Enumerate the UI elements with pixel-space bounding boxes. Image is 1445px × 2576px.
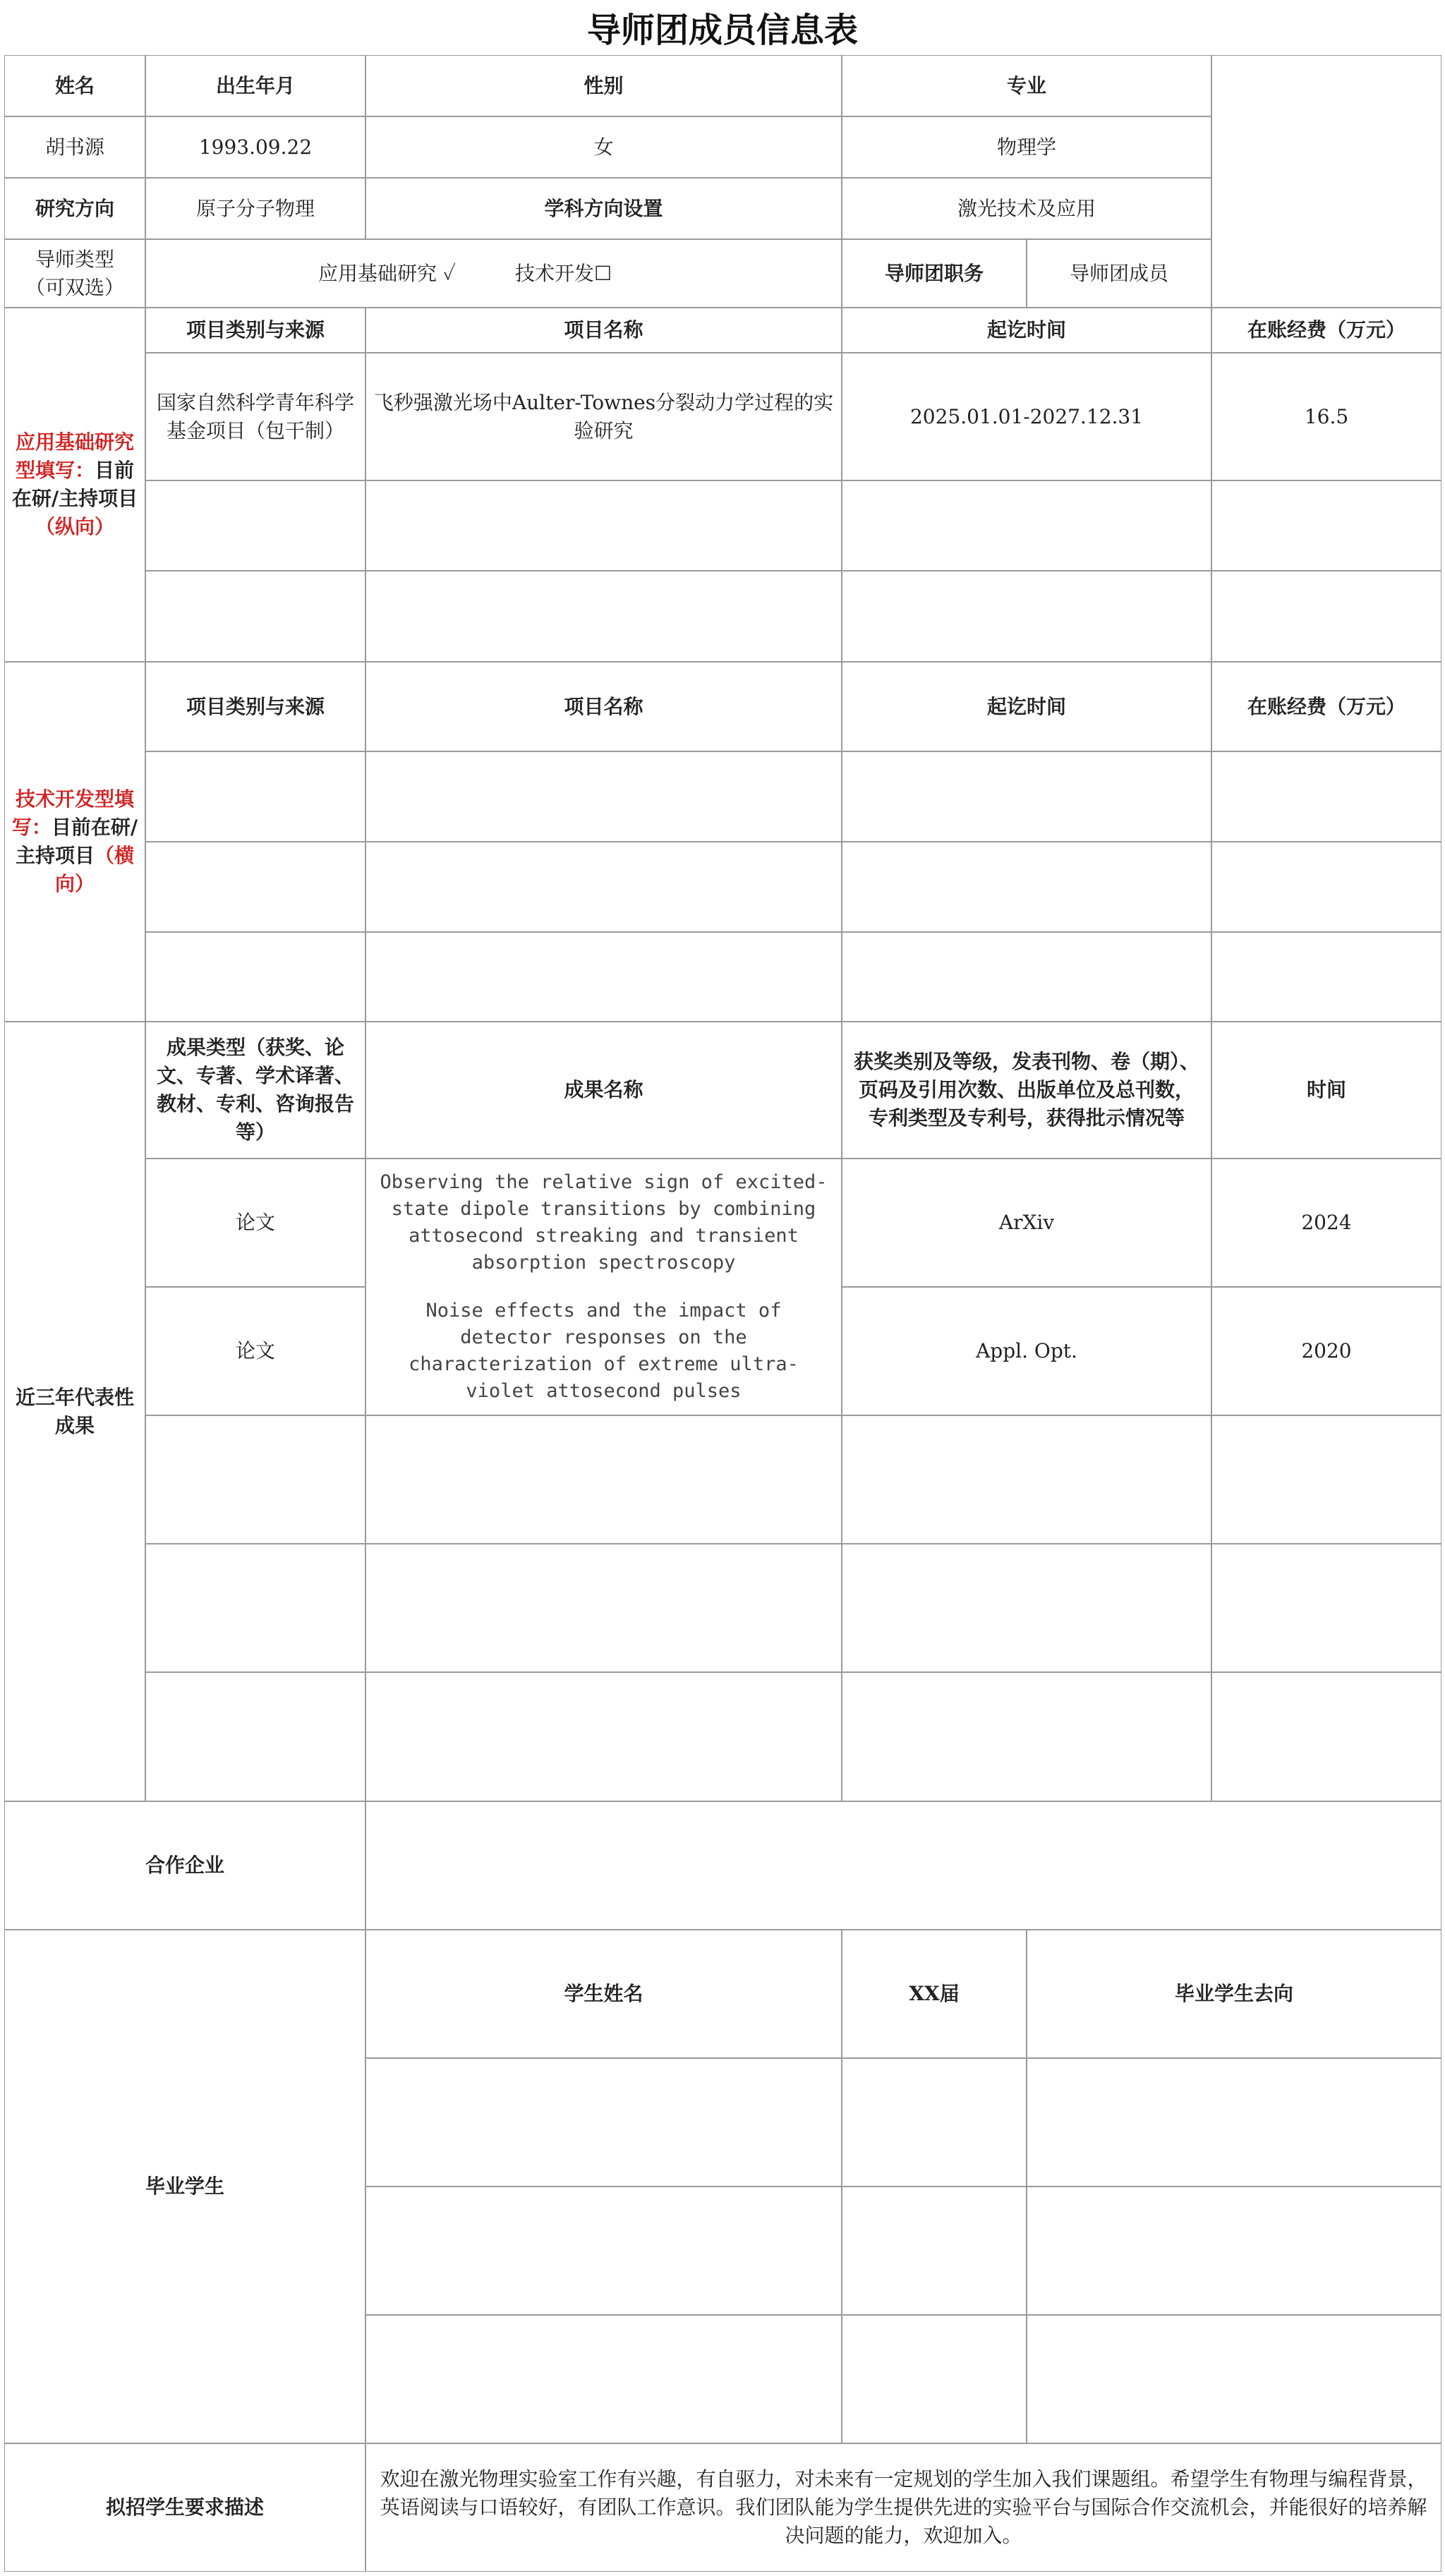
- achievement-row2-type: 论文: [145, 1287, 365, 1415]
- achievement-row4-name: [365, 1544, 842, 1672]
- achievements-col-detail: 获奖类别及等级，发表刊物、卷（期）、页码及引用次数、出版单位及总刊数，专利类型及专利号，获得批示情况等: [842, 1022, 1211, 1159]
- graduate-row3-name: [365, 2315, 842, 2443]
- horizontal-col-period: 起讫时间: [842, 662, 1211, 751]
- achievement-row3-time: [1211, 1415, 1441, 1544]
- option-applied-research[interactable]: 应用基础研究 ✓: [318, 261, 456, 285]
- horizontal-row3-funds: [1211, 932, 1441, 1022]
- vertical-col-name: 项目名称: [365, 308, 842, 353]
- discipline-label: 学科方向设置: [365, 178, 842, 239]
- achievement-row4-time: [1211, 1544, 1441, 1672]
- horizontal-side-red: 技术开发型填写：: [11, 787, 134, 839]
- achievement-row3-detail: [842, 1415, 1211, 1544]
- vertical-projects-side-label: [4, 308, 145, 662]
- graduates-col-destination: 毕业学生去向: [1027, 1930, 1441, 2058]
- achievement-row5-time: [1211, 1672, 1441, 1801]
- achievement-row2-detail: Appl. Opt.: [842, 1287, 1211, 1415]
- horizontal-side-red-tail: （横向）: [54, 844, 135, 895]
- mentor-type-label-line2: （可双选）: [25, 275, 124, 299]
- birth-label: 出生年月: [145, 55, 365, 116]
- horizontal-col-source: 项目类别与来源: [145, 662, 365, 751]
- horizontal-row1-period: [842, 751, 1211, 842]
- vertical-row1-source: 国家自然科学青年科学基金项目（包干制）: [145, 353, 365, 480]
- mentor-type-label: [4, 239, 145, 308]
- achievement-row4-detail: [842, 1544, 1211, 1672]
- vertical-side-text: [11, 428, 139, 541]
- achievement-row5-detail: [842, 1672, 1211, 1801]
- birth-value: 1993.09.22: [145, 116, 365, 178]
- graduate-row3-year: [842, 2315, 1027, 2443]
- recruit-text: 欢迎在激光物理实验室工作有兴趣，有自驱力，对未来有一定规划的学生加入我们课题组。希望学生有物理与编程背景，英语阅读与口语较好，有团队工作意识。我们团队能为学生提供先进的实验平台与国际合作交流机会，并能很好的培养解决问题的能力，欢迎加入。: [365, 2443, 1441, 2572]
- vertical-row1-name: 飞秒强激光场中Aulter-Townes分裂动力学过程的实验研究: [365, 353, 842, 480]
- horizontal-row2-funds: [1211, 842, 1441, 932]
- research-value: 原子分子物理: [145, 178, 365, 239]
- vertical-row2-period: [842, 480, 1211, 571]
- achievements-col-name: 成果名称: [365, 1022, 842, 1159]
- achievement-row2-name: Noise effects and the impact of detector responses on the characterization of extreme ultra- violet attosecond pulses: [409, 1300, 799, 1402]
- horizontal-row2-name: [365, 842, 842, 932]
- horizontal-row3-name: [365, 932, 842, 1022]
- graduate-row3-destination: [1027, 2315, 1441, 2443]
- vertical-row3-name: [365, 571, 842, 662]
- vertical-col-period: 起讫时间: [842, 308, 1211, 353]
- vertical-row1-period: 2025.01.01-2027.12.31: [842, 353, 1211, 480]
- horizontal-row1-source: [145, 751, 365, 842]
- achievements-side-label: 近三年代表性成果: [4, 1022, 145, 1801]
- name-label: 姓名: [4, 55, 145, 116]
- achievement-row5-type: [145, 1672, 365, 1801]
- vertical-col-source: 项目类别与来源: [145, 308, 365, 353]
- achievement-row1-type: 论文: [145, 1159, 365, 1287]
- graduate-row1-name: [365, 2058, 842, 2187]
- achievement-names-merged: [365, 1159, 842, 1415]
- vertical-row2-funds: [1211, 480, 1441, 571]
- major-value: 物理学: [842, 116, 1211, 178]
- horizontal-row1-funds: [1211, 751, 1441, 842]
- horizontal-side-text: [11, 785, 139, 898]
- name-value: 胡书源: [4, 116, 145, 178]
- partner-value: [365, 1801, 1441, 1930]
- achievement-row1-name: Observing the relative sign of excited-state dipole transitions by combining attosecond streaking and transient absorption spectroscopy: [380, 1171, 828, 1274]
- vertical-col-funds: 在账经费（万元）: [1211, 308, 1441, 353]
- research-label: 研究方向: [4, 178, 145, 239]
- horizontal-col-name: 项目名称: [365, 662, 842, 751]
- discipline-value: 激光技术及应用: [842, 178, 1211, 239]
- page-title: 导师团成员信息表: [586, 10, 858, 50]
- partner-label: 合作企业: [4, 1801, 365, 1930]
- mentor-type-options: [145, 239, 842, 308]
- photo-box: [1211, 55, 1441, 308]
- recruit-label: 拟招学生要求描述: [4, 2443, 365, 2572]
- mentor-type-label-line1: 导师类型: [35, 247, 114, 271]
- horizontal-row2-period: [842, 842, 1211, 932]
- gender-value: 女: [365, 116, 842, 178]
- vertical-side-red-tail: （纵向）: [35, 515, 114, 538]
- achievement-row1-detail: ArXiv: [842, 1159, 1211, 1287]
- vertical-side-black: 目前在研/主持项目: [11, 459, 138, 510]
- duty-label: 导师团职务: [842, 239, 1027, 308]
- graduate-row1-destination: [1027, 2058, 1441, 2187]
- achievement-row2-time: 2020: [1211, 1287, 1441, 1415]
- option-tech-development[interactable]: 技术开发☐: [514, 261, 612, 285]
- achievement-row3-type: [145, 1415, 365, 1544]
- horizontal-projects-side-label: [4, 662, 145, 1022]
- major-label: 专业: [842, 55, 1211, 116]
- graduates-label: 毕业学生: [4, 1930, 365, 2443]
- graduate-row1-year: [842, 2058, 1027, 2187]
- achievement-row1-time: 2024: [1211, 1159, 1441, 1287]
- vertical-row2-source: [145, 480, 365, 571]
- achievement-row3-name: [365, 1415, 842, 1544]
- vertical-row3-period: [842, 571, 1211, 662]
- horizontal-row3-source: [145, 932, 365, 1022]
- vertical-side-red: 应用基础研究型填写：: [15, 430, 134, 482]
- duty-value: 导师团成员: [1027, 239, 1211, 308]
- vertical-row2-name: [365, 480, 842, 571]
- vertical-row1-funds: 16.5: [1211, 353, 1441, 480]
- horizontal-col-funds: 在账经费（万元）: [1211, 662, 1441, 751]
- graduate-row2-destination: [1027, 2187, 1441, 2315]
- achievements-col-type: 成果类型（获奖、论文、专著、学术译著、教材、专利、咨询报告等）: [145, 1022, 365, 1159]
- horizontal-side-black: 目前在研/主持项目: [15, 816, 138, 867]
- graduates-col-year: XX届: [842, 1930, 1027, 2058]
- graduate-row2-name: [365, 2187, 842, 2315]
- graduates-col-name: 学生姓名: [365, 1930, 842, 2058]
- achievements-col-time: 时间: [1211, 1022, 1441, 1159]
- achievement-row5-name: [365, 1672, 842, 1801]
- gender-label: 性别: [365, 55, 842, 116]
- graduate-row2-year: [842, 2187, 1027, 2315]
- vertical-row3-source: [145, 571, 365, 662]
- horizontal-row2-source: [145, 842, 365, 932]
- horizontal-row1-name: [365, 751, 842, 842]
- vertical-row3-funds: [1211, 571, 1441, 662]
- achievement-row4-type: [145, 1544, 365, 1672]
- horizontal-row3-period: [842, 932, 1211, 1022]
